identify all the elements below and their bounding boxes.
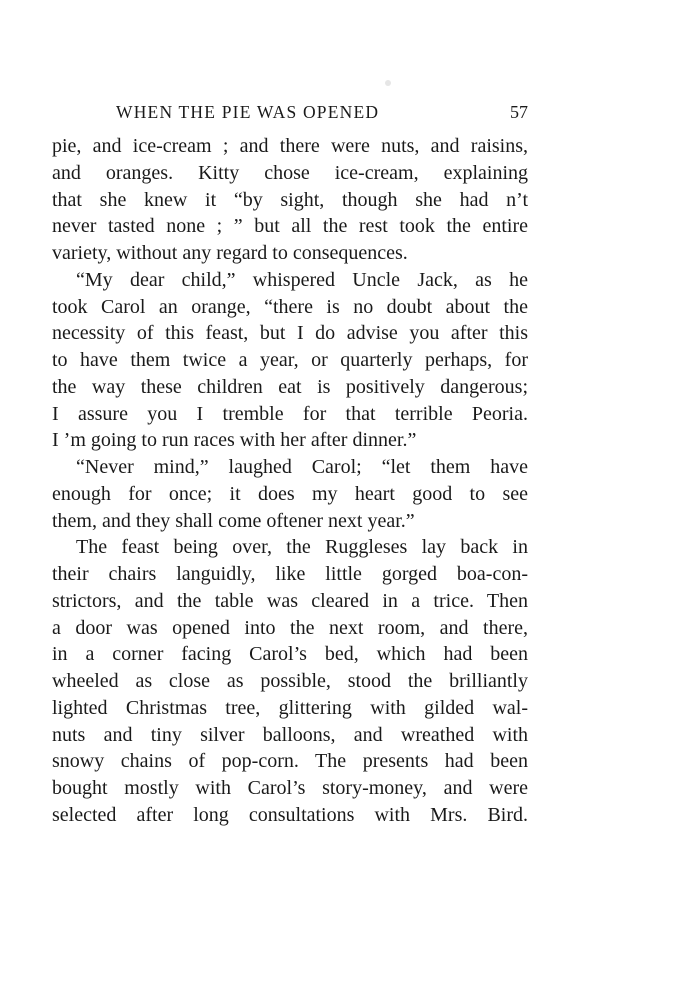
text-line: that she knew it “by sight, though she had n’t [52, 188, 528, 211]
text-line: snowy chains of pop-corn. The presents had been [52, 750, 528, 773]
body-text [52, 133, 528, 829]
text-line: “My dear child,” whispered Uncle Jack, as he [76, 268, 528, 291]
text-line: took Carol an orange, “there is no doubt about the [52, 295, 528, 318]
text-line: variety, without any regard to consequences. [52, 242, 408, 264]
text-line: their chairs languidly, like little gorged boa-con- [52, 563, 528, 585]
text-line: in a corner facing Carol’s bed, which had been [52, 643, 528, 666]
running-title: WHEN THE PIE WAS OPENED [116, 102, 380, 122]
text-line: nuts and tiny silver balloons, and wreathed with [52, 723, 528, 746]
text-line: strictors, and the table was cleared in a trice. Then [52, 589, 528, 612]
text-line: “Never mind,” laughed Carol; “let them have [76, 456, 528, 478]
text-line: I ’m going to run races with her after dinner.” [52, 429, 417, 452]
text-line: never tasted none ; ” but all the rest took the entire [52, 215, 528, 238]
text-line: wheeled as close as possible, stood the brilliantly [52, 670, 528, 692]
text-line: enough for once; it does my heart good to see [52, 482, 528, 505]
text-line: a door was opened into the next room, and there, [52, 616, 528, 639]
page-number: 57 [510, 102, 528, 122]
text-line: to have them twice a year, or quarterly perhaps, for [52, 349, 528, 371]
text-line: selected after long consultations with Mrs. Bird. [52, 803, 528, 826]
text-line: I assure you I tremble for that terrible Peoria. [52, 402, 528, 425]
paper-speck [385, 80, 391, 86]
text-line: and oranges. Kitty chose ice-cream, explaining [52, 161, 528, 184]
text-line: lighted Christmas tree, glittering with gilded wal- [52, 696, 528, 719]
text-line: The feast being over, the Ruggleses lay back in [76, 536, 528, 559]
text-line: bought mostly with Carol’s story-money, and were [52, 777, 528, 799]
text-line: them, and they shall come oftener next year.” [52, 509, 415, 532]
text-line: pie, and ice-cream ; and there were nuts, and raisins, [52, 135, 528, 157]
text-line: the way these children eat is positively dangerous; [52, 375, 528, 398]
running-header [52, 102, 528, 130]
text-line: necessity of this feast, but I do advise you after this [52, 322, 528, 345]
